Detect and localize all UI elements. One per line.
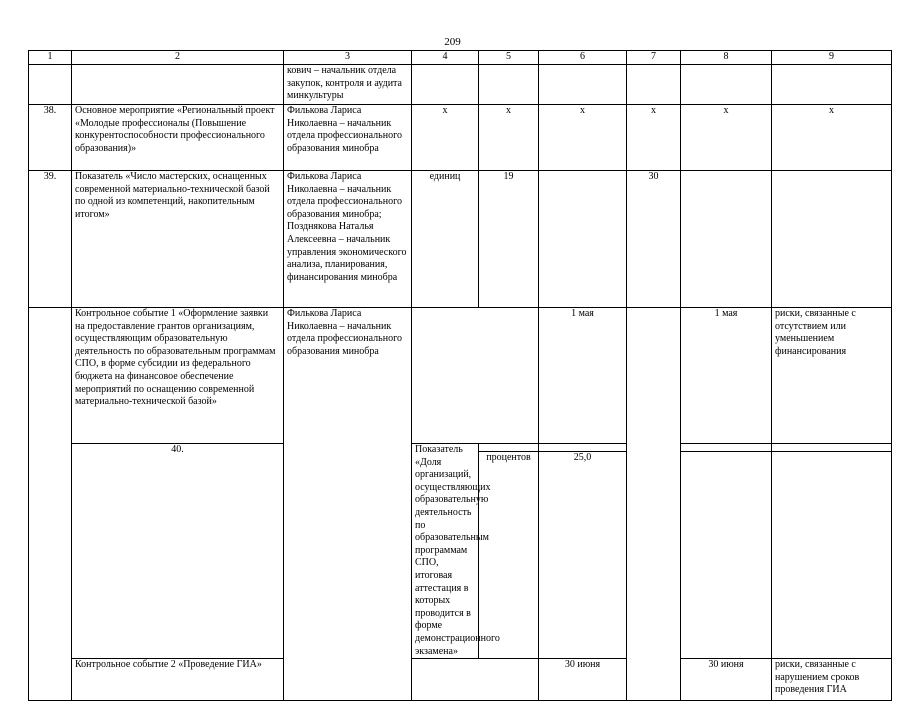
activity-plan-table [28,50,892,701]
cell [539,65,627,105]
cell [412,659,539,701]
cell [627,65,681,105]
cell-4: х [412,105,479,171]
responsible-cell: Филькова Лариса Николаевна – начальник отдела профессионального образования минобра [284,308,412,701]
cell [772,65,892,105]
cell-5: х [479,105,539,171]
cell-6: х [539,105,627,171]
cell [412,65,479,105]
cell [681,65,772,105]
cell [479,65,539,105]
cell-8 [772,451,892,658]
event-date-cell: 1 мая [681,308,772,444]
cell [627,308,681,701]
base-value-cell: 25,0 [539,451,627,658]
indicator-name: Показатель «Доля организаций, осуществляющих образовательную деятельность по образовательным программам СПО, итоговая аттестация в которых проводится в форме демонстрационного экзамена» [412,444,479,659]
table-row-event-2 [29,659,892,701]
column-header-9: 9 [772,51,892,65]
cell [29,308,72,701]
cell [772,444,892,452]
base-value-cell: 19 [479,171,539,308]
unit-cell: процентов [479,451,539,658]
column-header-8: 8 [681,51,772,65]
event-name: Контрольное событие 1 «Оформление заявки на предоставление грантов организациям, осуществляющим образовательную деятельность по образовательным программам СПО, в форме субсидии из федерального бюджета на финансовое обеспечение мероприятий по оснащению современной материально-технической базой» [72,308,284,444]
event-name: Контрольное событие 2 «Проведение ГИА» [72,659,284,701]
column-header-1: 1 [29,51,72,65]
cell-6 [681,451,772,658]
cell [479,444,539,452]
column-header-2: 2 [72,51,284,65]
cell-9 [772,171,892,308]
row-number: 40. [72,444,284,659]
activity-name: Основное мероприятие «Региональный проект «Молодые профессионалы (Повышение конкурентоспособности профессионального образования)» [72,105,284,171]
event-date-cell: 30 июня [539,659,627,701]
responsible-cell: кович – начальник отдела закупок, контроля и аудита минкультуры [284,65,412,105]
event-date-cell: 1 мая [539,308,627,444]
cell-6 [539,171,627,308]
unit-cell: единиц [412,171,479,308]
responsible-cell: Филькова Лариса Николаевна – начальник отдела профессионального образования минобра; Позднякова Наталья Алексеевна – начальник управления экономического анализа, планирования, финансирования минобра [284,171,412,308]
risk-cell: риски, связанные с отсутствием или уменьшением финансирования [772,308,892,444]
cell [412,308,539,444]
cell-7: х [627,105,681,171]
table-row-spacer [29,444,892,452]
table-row-event-1 [29,308,892,444]
column-number-row [29,51,892,65]
cell-9: х [772,105,892,171]
cell-8: х [681,105,772,171]
cell-8 [681,171,772,308]
cell [681,444,772,452]
cell [72,65,284,105]
table-row-38 [29,105,892,171]
column-header-6: 6 [539,51,627,65]
row-number: 39. [29,171,72,308]
indicator-name: Показатель «Число мастерских, оснащенных современной материально-технической базой по одной из компетенций, накопительным итогом» [72,171,284,308]
cell [29,65,72,105]
column-header-4: 4 [412,51,479,65]
column-header-5: 5 [479,51,539,65]
risk-cell: риски, связанные с нарушением сроков проведения ГИА [772,659,892,701]
event-date-cell: 30 июня [681,659,772,701]
row-number: 38. [29,105,72,171]
table-row-39 [29,171,892,308]
table-row-continuation [29,65,892,105]
responsible-cell: Филькова Лариса Николаевна – начальник отдела профессионального образования минобра [284,105,412,171]
column-header-7: 7 [627,51,681,65]
column-header-3: 3 [284,51,412,65]
page-number: 209 [444,36,461,48]
target-value-cell: 30 [627,171,681,308]
cell [539,444,627,452]
